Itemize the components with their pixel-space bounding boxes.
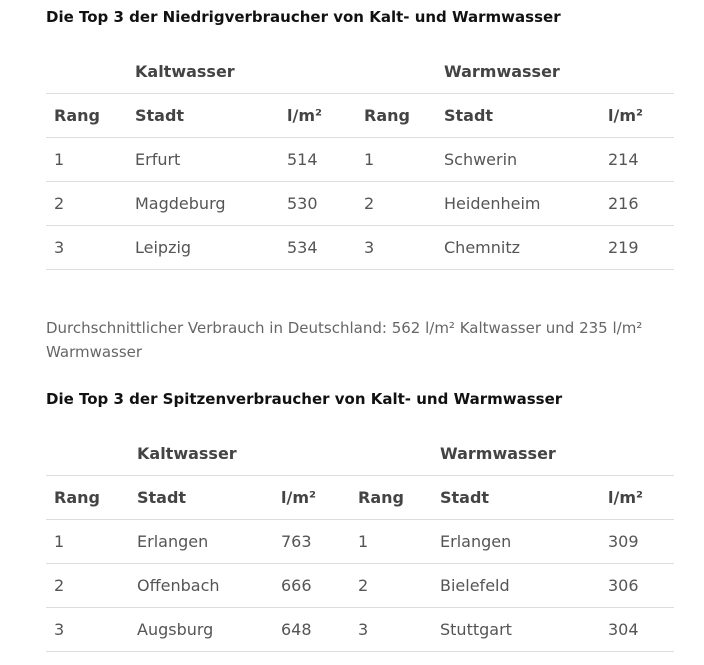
group-label-warm: Warmwasser: [444, 62, 560, 81]
cell-city-cold: Erfurt: [135, 150, 181, 169]
cell-value-warm: 304: [608, 620, 639, 639]
table-row: [46, 564, 674, 608]
cell-rank-warm: 1: [364, 150, 375, 169]
table-group-header-row: [46, 50, 674, 94]
cell-rank-cold: 1: [54, 532, 65, 551]
table-row: [46, 520, 674, 564]
col-header-city-warm: Stadt: [444, 106, 494, 125]
cell-rank-cold: 2: [54, 194, 65, 213]
cell-city-cold: Magdeburg: [135, 194, 226, 213]
cell-rank-warm: 3: [364, 238, 375, 257]
high-consumers-table: [46, 432, 674, 652]
low-consumers-table: [46, 50, 674, 270]
col-header-rank-warm: Rang: [358, 488, 404, 507]
col-header-city-warm: Stadt: [440, 488, 490, 507]
col-header-city-cold: Stadt: [135, 106, 185, 125]
cell-value-cold: 648: [281, 620, 312, 639]
col-header-unit-cold: l/m²: [287, 106, 323, 125]
table-column-header-row: [46, 94, 674, 138]
cell-city-warm: Bielefeld: [440, 576, 510, 595]
cell-city-warm: Heidenheim: [444, 194, 541, 213]
cell-rank-cold: 1: [54, 150, 65, 169]
cell-value-warm: 306: [608, 576, 639, 595]
cell-city-warm: Schwerin: [444, 150, 518, 169]
cell-city-cold: Augsburg: [137, 620, 214, 639]
cell-rank-cold: 3: [54, 238, 65, 257]
cell-city-cold: Offenbach: [137, 576, 220, 595]
col-header-rank-warm: Rang: [364, 106, 410, 125]
average-consumption-text: Durchschnittlicher Verbrauch in Deutschland: 562 l/m² Kaltwasser und 235 l/m² Warmwasser: [46, 319, 643, 361]
cell-value-cold: 534: [287, 238, 318, 257]
high-consumers-heading: Die Top 3 der Spitzenverbraucher von Kalt- und Warmwasser: [46, 390, 563, 408]
col-header-unit-warm: l/m²: [608, 106, 644, 125]
cell-value-warm: 219: [608, 238, 639, 257]
group-label-warm: Warmwasser: [440, 444, 556, 463]
cell-rank-cold: 3: [54, 620, 65, 639]
cell-value-warm: 309: [608, 532, 639, 551]
table-row: [46, 138, 674, 182]
cell-value-warm: 216: [608, 194, 639, 213]
cell-value-cold: 514: [287, 150, 318, 169]
cell-city-cold: Erlangen: [137, 532, 209, 551]
low-consumers-heading: Die Top 3 der Niedrigverbraucher von Kalt- und Warmwasser: [46, 8, 561, 26]
cell-value-cold: 530: [287, 194, 318, 213]
table-row: [46, 608, 674, 652]
cell-value-cold: 666: [281, 576, 312, 595]
cell-city-warm: Erlangen: [440, 532, 512, 551]
table-row: [46, 182, 674, 226]
group-label-cold: Kaltwasser: [135, 62, 235, 81]
cell-rank-warm: 2: [364, 194, 375, 213]
cell-rank-warm: 2: [358, 576, 369, 595]
table-column-header-row: [46, 476, 674, 520]
cell-value-cold: 763: [281, 532, 312, 551]
cell-rank-cold: 2: [54, 576, 65, 595]
col-header-rank-cold: Rang: [54, 488, 100, 507]
cell-city-warm: Stuttgart: [440, 620, 512, 639]
table-row: [46, 226, 674, 270]
table-group-header-row: [46, 432, 674, 476]
cell-rank-warm: 3: [358, 620, 369, 639]
group-label-cold: Kaltwasser: [137, 444, 237, 463]
cell-city-warm: Chemnitz: [444, 238, 520, 257]
cell-city-cold: Leipzig: [135, 238, 192, 257]
col-header-rank-cold: Rang: [54, 106, 100, 125]
col-header-city-cold: Stadt: [137, 488, 187, 507]
col-header-unit-cold: l/m²: [281, 488, 317, 507]
col-header-unit-warm: l/m²: [608, 488, 644, 507]
cell-rank-warm: 1: [358, 532, 369, 551]
cell-value-warm: 214: [608, 150, 639, 169]
